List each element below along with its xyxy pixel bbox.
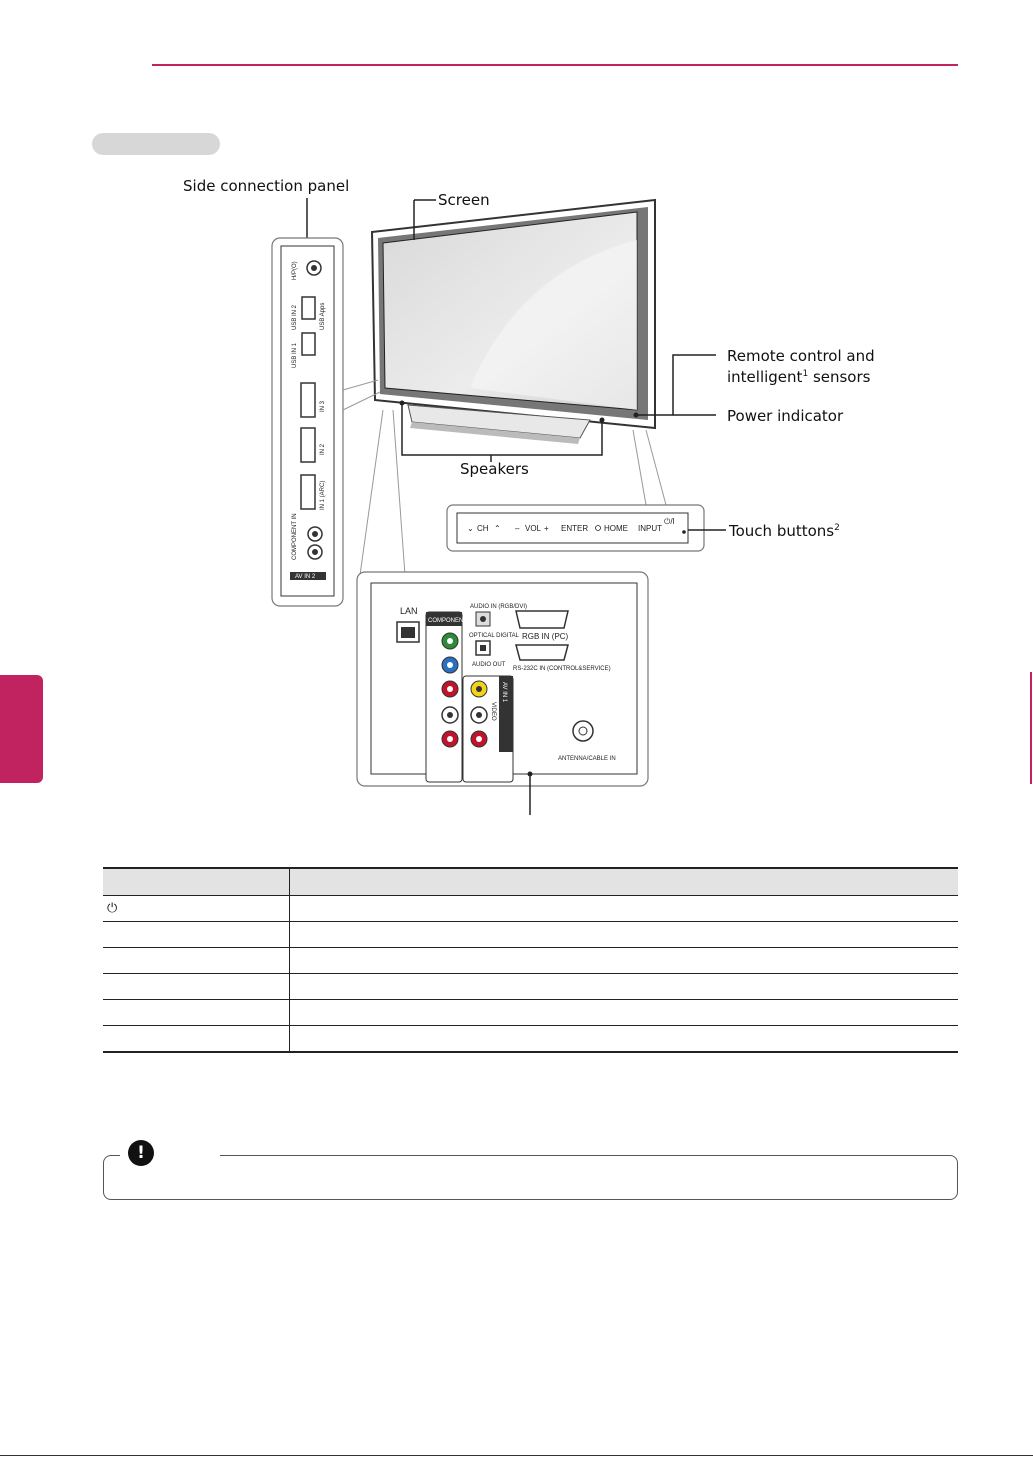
- av1-label: AV IN 1: [501, 682, 507, 703]
- table-cell: [103, 922, 290, 948]
- table-row: [103, 948, 958, 974]
- side-port-label: USB IN 2: [292, 304, 298, 330]
- table-cell: [290, 1026, 959, 1053]
- sensors-word: sensors: [808, 368, 871, 386]
- touch-button-table: [103, 867, 958, 1053]
- table-cell: [103, 1000, 290, 1026]
- table-cell: [103, 974, 290, 1000]
- lan-label: LAN: [400, 606, 418, 616]
- remote-sensor-label-line2: [727, 367, 870, 388]
- input-label: INPUT: [638, 524, 662, 533]
- footnote-2: 2: [834, 523, 840, 533]
- speakers-label: Speakers: [460, 460, 529, 478]
- exclamation-icon: !: [128, 1140, 154, 1166]
- table-row: [103, 922, 958, 948]
- remote-sensor-label-line1: Remote control and: [727, 347, 875, 365]
- touch-buttons-text: Touch buttons: [729, 522, 835, 540]
- side-port-label: IN 2: [320, 443, 326, 455]
- svg-text:⌃: ⌃: [494, 524, 501, 533]
- svg-text:–: –: [515, 524, 520, 533]
- footnote-1: 1: [802, 369, 809, 379]
- side-port-label: USB IN 1: [292, 342, 298, 368]
- side-port-label: AV IN 2: [295, 574, 316, 580]
- svg-text:⌄: ⌄: [467, 524, 474, 533]
- audio-in-label: AUDIO IN (RGB/DVI): [470, 604, 528, 610]
- enter-label: ENTER: [561, 524, 589, 533]
- vol-label: VOL: [525, 524, 542, 533]
- side-connection-panel-label: Side connection panel: [183, 177, 350, 195]
- power-indicator-label: Power indicator: [727, 407, 844, 425]
- table-row: [103, 1000, 958, 1026]
- intelligent-word: intelligent: [727, 368, 803, 386]
- power-label: ⏻/I: [664, 517, 675, 526]
- table-row: [103, 896, 958, 922]
- table-cell: [290, 896, 959, 922]
- video-label: VIDEO: [490, 702, 496, 721]
- table-cell: [103, 948, 290, 974]
- touch-buttons-label: [729, 521, 840, 542]
- screen-label: Screen: [438, 191, 490, 209]
- optical-label: OPTICAL DIGITAL: [469, 633, 520, 639]
- table-header-cell: [103, 868, 290, 896]
- component-label: COMPONENT IN: [428, 618, 475, 624]
- table-cell: [103, 1026, 290, 1053]
- table-row: [103, 974, 958, 1000]
- table-header-cell: [290, 868, 959, 896]
- audio-out-label: AUDIO OUT: [472, 662, 506, 668]
- side-port-label: IN 3: [320, 400, 326, 412]
- table-row: [103, 1026, 958, 1053]
- svg-text:+: +: [544, 524, 549, 533]
- table-cell: [290, 922, 959, 948]
- home-label: HOME: [604, 524, 628, 533]
- rgb-label: RGB IN (PC): [522, 632, 569, 641]
- side-port-label: IN 1 (ARC): [320, 480, 326, 510]
- side-port-label: H/P(O): [292, 261, 298, 280]
- table-cell: [290, 948, 959, 974]
- note-box: [103, 1155, 958, 1200]
- side-port-label: USB Apps: [320, 302, 326, 330]
- antenna-label: ANTENNA/CABLE IN: [558, 756, 616, 762]
- footer-rule: [0, 1455, 1033, 1456]
- table-cell: [290, 1000, 959, 1026]
- rs232-label: RS-232C IN (CONTROL&SERVICE): [513, 666, 611, 672]
- ch-label: CH: [477, 524, 489, 533]
- power-icon: ⏻: [103, 896, 290, 922]
- table-cell: [290, 974, 959, 1000]
- table-header-row: [103, 868, 958, 896]
- side-port-label: COMPONENT IN: [292, 513, 298, 560]
